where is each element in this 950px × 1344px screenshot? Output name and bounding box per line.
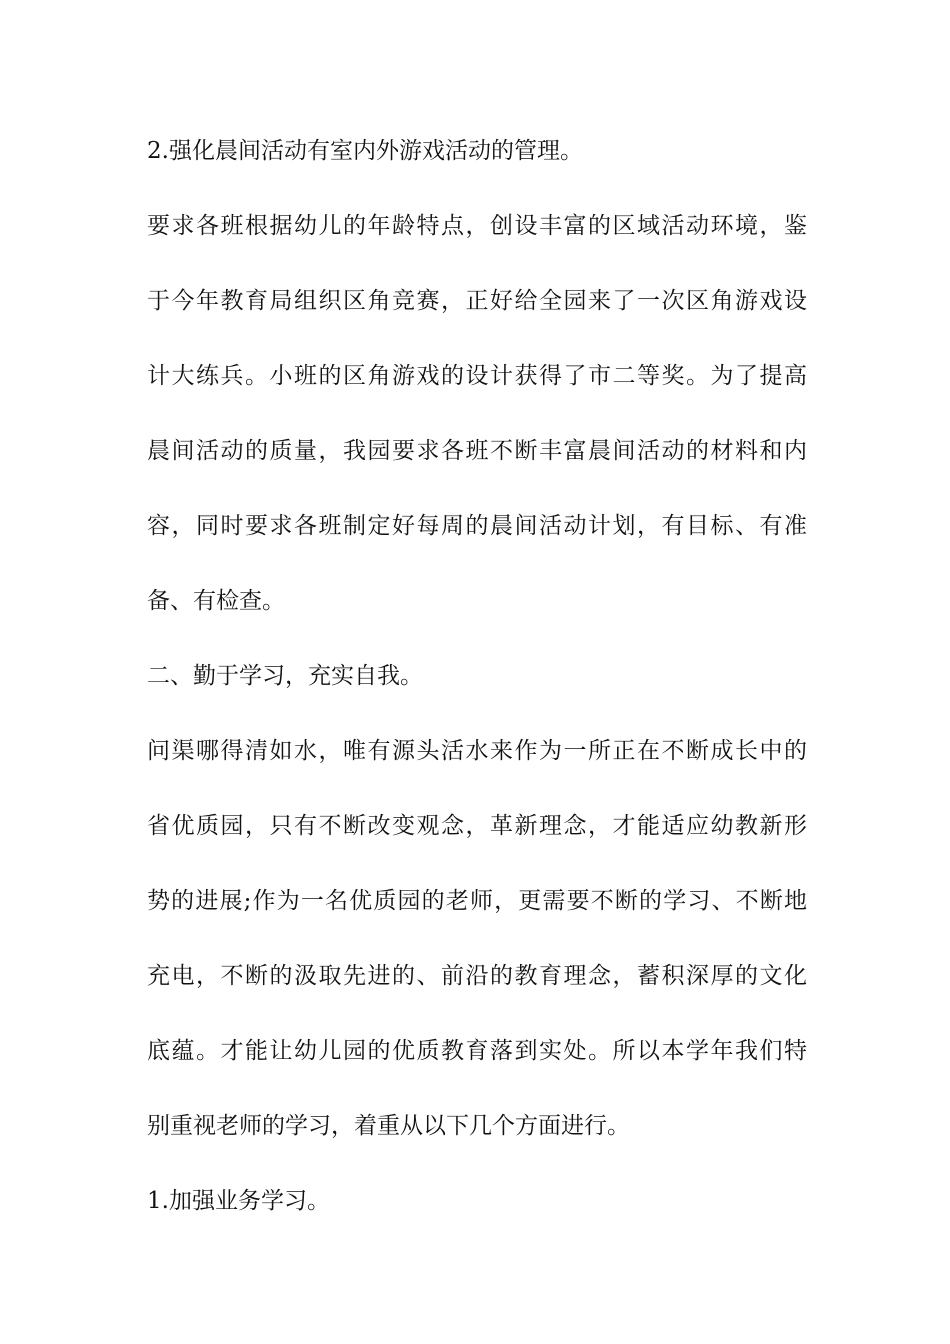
paragraph-line: 容，同时要求各班制定好每周的晨间活动计划，有目标、有准: [147, 513, 807, 539]
paragraph-line: 计大练兵。小班的区角游戏的设计获得了市二等奖。为了提高: [147, 363, 807, 389]
section-heading-study: 二、勤于学习，充实自我。: [147, 663, 423, 689]
subheading-business-study: 1.加强业务学习。: [147, 1188, 330, 1214]
paragraph-line: 省优质园，只有不断改变观念，革新理念，才能适应幼教新形: [147, 813, 807, 839]
paragraph-line: 晨间活动的质量，我园要求各班不断丰富晨间活动的材料和内: [147, 438, 807, 464]
subheading-morning-activities: 2.强化晨间活动有室内外游戏活动的管理。: [147, 138, 583, 164]
paragraph-line: 问渠哪得清如水，唯有源头活水来作为一所正在不断成长中的: [147, 738, 807, 764]
paragraph-line: 别重视老师的学习，着重从以下几个方面进行。: [147, 1113, 630, 1139]
paragraph-line: 势的进展;作为一名优质园的老师，更需要不断的学习、不断地: [147, 888, 807, 914]
paragraph-line: 于今年教育局组织区角竞赛，正好给全园来了一次区角游戏设: [147, 288, 807, 314]
paragraph-line: 底蕴。才能让幼儿园的优质教育落到实处。所以本学年我们特: [147, 1038, 807, 1064]
paragraph-line: 备、有检查。: [147, 588, 285, 614]
paragraph-line: 充电，不断的汲取先进的、前沿的教育理念，蓄积深厚的文化: [147, 963, 807, 989]
paragraph-line: 要求各班根据幼儿的年龄特点，创设丰富的区域活动环境，鉴: [147, 213, 807, 239]
